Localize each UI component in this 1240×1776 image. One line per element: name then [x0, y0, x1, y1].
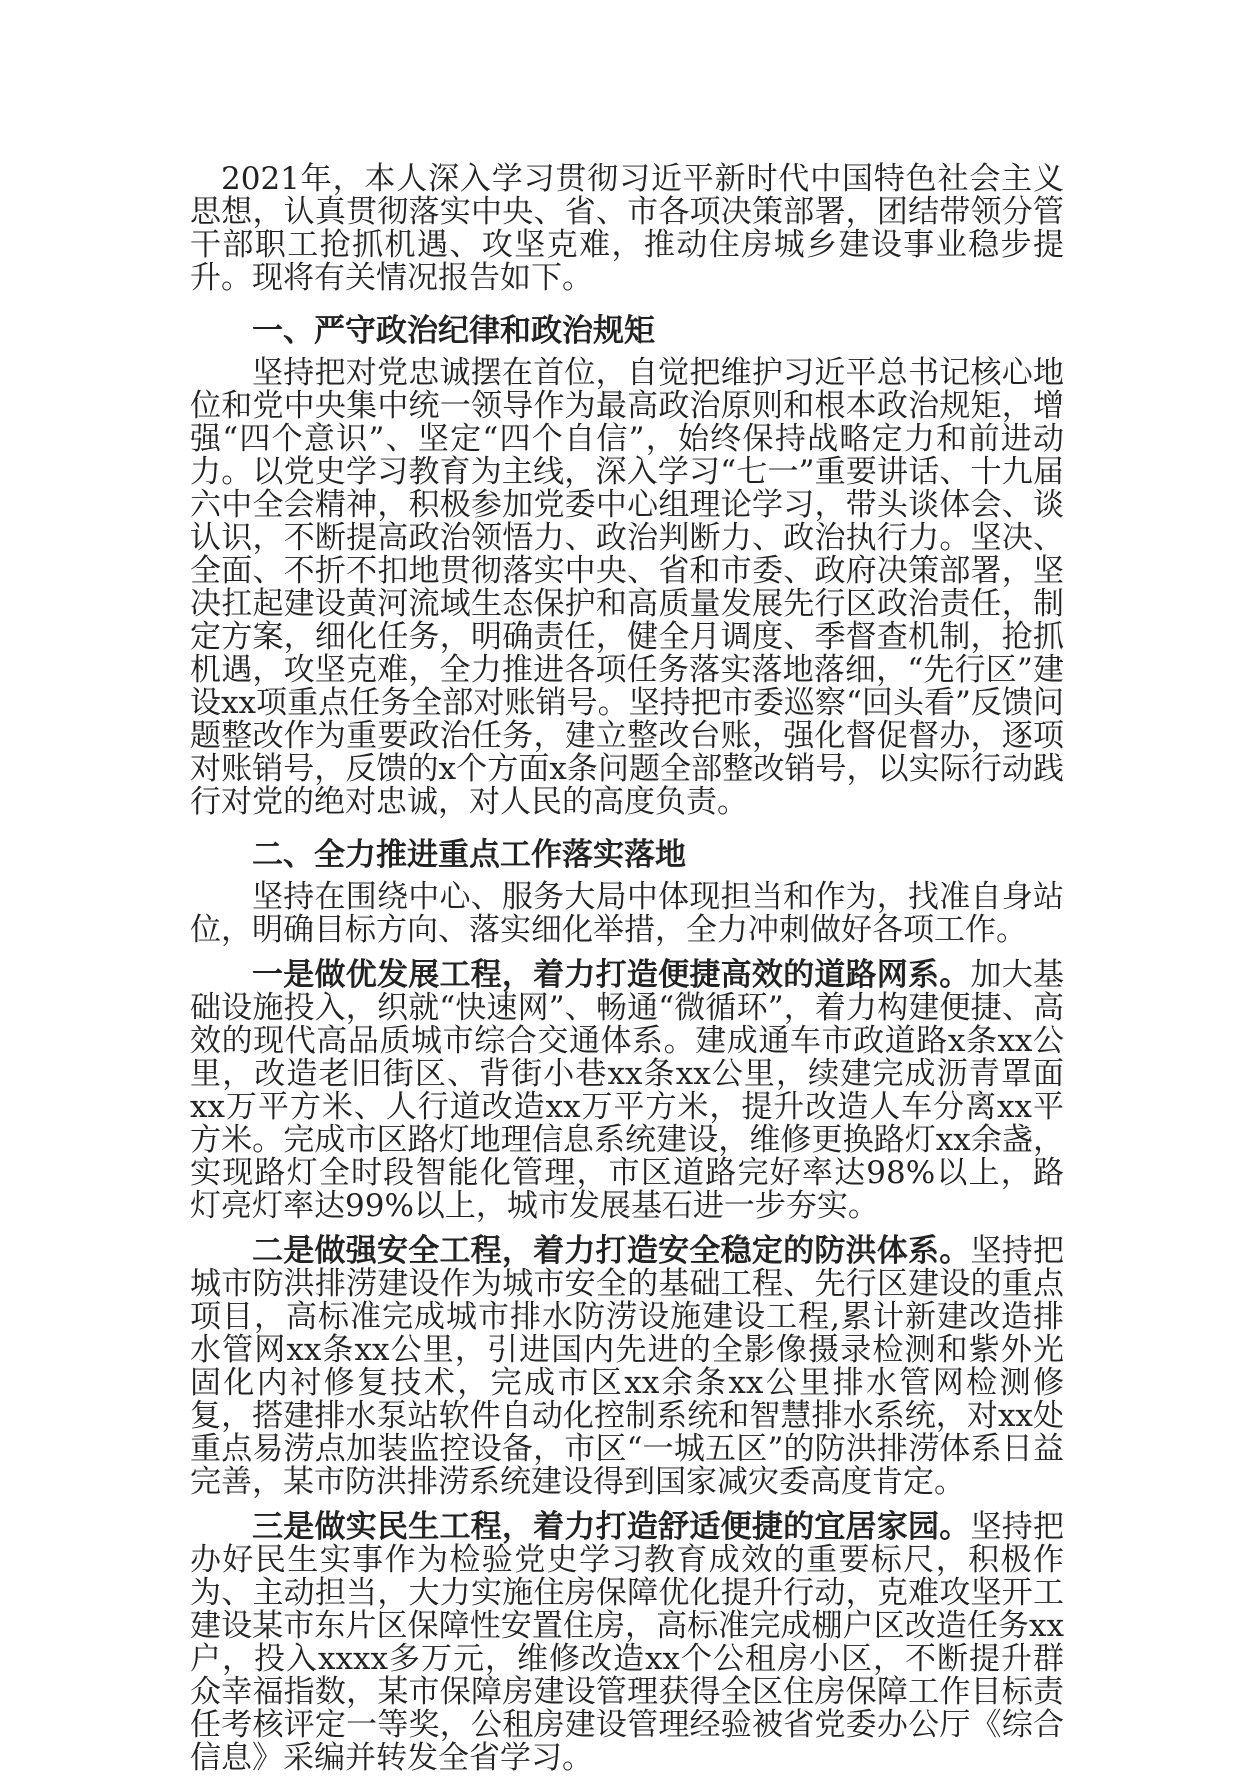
section-1-heading: 一、严守政治纪律和政治规矩 [252, 313, 655, 349]
item-lead: 三是做实民生工程，着力打造舒适便捷的宜居家园。 [252, 1509, 971, 1545]
item-paragraph-1 [190, 959, 1064, 1223]
item-body: 加大基础设施投入，织就“快速网”、畅通“微循环”，着力构建便捷、高效的现代高品质城市综合交通体系。建成通车市政道路x条xx公里，改造老旧街区、背街小巷xx条xx公里，续建完成沥青罩面xx万平方米、人行道改造xx万平方米，提升改造人车分离xx平方米。完成市区路灯地理信息系统建设，维修更换路灯xx余盏，实现路灯全时段智能化管理，市区道路完好率达98%以上，路灯亮灯率达99%以上，城市发展基石进一步夯实。 [190, 957, 1065, 1224]
section-2-intro: 坚持在围绕中心、服务大局中体现担当和作为，找准自身站位，明确目标方向、落实细化举措，全力冲刺做好各项工作。 [190, 879, 1064, 948]
document-page [190, 163, 1064, 1775]
item-body: 坚持把城市防洪排涝建设作为城市安全的基础工程、先行区建设的重点项目，高标准完成城市排水防涝设施建设工程,累计新建改造排水管网xx条xx公里，引进国内先进的全影像摄录检测和紫外光固化内衬修复技术，完成市区xx余条xx公里排水管网检测修复，搭建排水泵站软件自动化控制系统和智慧排水系统，对xx处重点易涝点加装监控设备，市区“一城五区”的防洪排涝体系日益完善，某市防洪排涝系统建设得到国家减灾委高度肯定。 [190, 1233, 1065, 1500]
item-lead: 一是做优发展工程，着力打造便捷高效的道路网系。 [252, 957, 971, 993]
section-2-heading: 二、全力推进重点工作落实落地 [252, 837, 686, 873]
intro-paragraph: 2021年，本人深入学习贯彻习近平新时代中国特色社会主义思想，认真贯彻落实中央、省、市各项决策部署，团结带领分管干部职工抢抓机遇、攻坚克难，推动住房城乡建设事业稳步提升。现将有关情况报告如下。 [190, 161, 1064, 296]
item-lead: 二是做强安全工程，着力打造安全稳定的防洪体系。 [252, 1233, 971, 1269]
item-paragraph-2 [190, 1235, 1064, 1499]
item-paragraph-3 [190, 1511, 1064, 1775]
item-body: 坚持把办好民生实事作为检验党史学习教育成效的重要标尺，积极作为、主动担当，大力实施住房保障优化提升行动，克难攻坚开工建设某市东片区保障性安置住房，高标准完成棚户区改造任务xx户，投入xxxx多万元，维修改造xx个公租房小区，不断提升群众幸福指数，某市保障房建设管理获得全区住房保障工作目标责任考核评定一等奖，公租房建设管理经验被省党委办公厅《综合信息》采编并转发全省学习。 [190, 1509, 1065, 1776]
section-1-body: 坚持把对党忠诚摆在首位，自觉把维护习近平总书记核心地位和党中央集中统一领导作为最高政治原则和根本政治规矩，增强“四个意识”、坚定“四个自信”，始终保持战略定力和前进动力。以党史学习教育为主线，深入学习“七一”重要讲话、十九届六中全会精神，积极参加党委中心组理论学习，带头谈体会、谈认识，不断提高政治领悟力、政治判断力、政治执行力。坚决、全面、不折不扣地贯彻落实中央、省和市委、政府决策部署，坚决扛起建设黄河流域生态保护和高质量发展先行区政治责任，制定方案，细化任务，明确责任，健全月调度、季督查机制，抢抓机遇，攻坚克难，全力推进各项任务落实落地落细，“先行区”建设xx项重点任务全部对账销号。坚持把市委巡察“回头看”反馈问题整改作为重要政治任务，建立整改台账，强化督促督办，逐项对账销号，反馈的x个方面x条问题全部整改销号，以实际行动践行对党的绝对忠诚，对人民的高度负责。 [190, 355, 1064, 820]
